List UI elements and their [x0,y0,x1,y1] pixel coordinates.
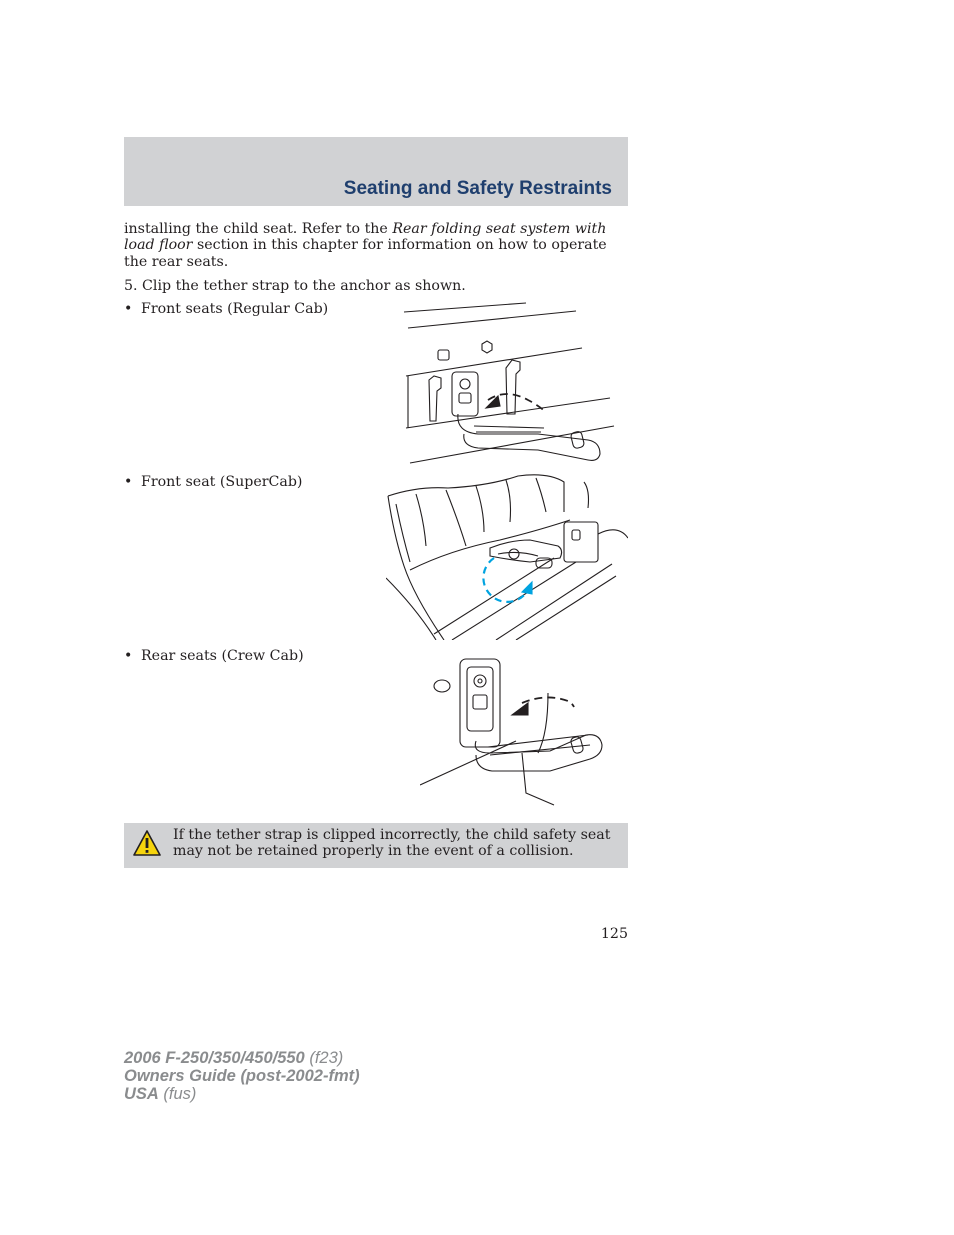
section-title: Seating and Safety Restraints [343,178,612,199]
crew-cab-tether-illustration [420,655,610,807]
footer-line-market [124,1085,360,1103]
intro-paragraph [124,221,628,270]
bullet-label: Front seats (Regular Cab) [141,301,329,317]
regular-cab-tether-illustration [396,298,616,468]
intro-text-end: section in this chapter for information on how to operate the rear seats. [124,237,607,270]
footer-market: USA [124,1085,159,1103]
intro-text-start: installing the child seat. Refer to the [124,221,393,237]
footer-market-code: (fus) [158,1085,197,1103]
supercab-tether-illustration [386,474,628,640]
footer-line-guide [124,1067,360,1085]
footer-model: 2006 F-250/350/450/550 [124,1049,305,1067]
footer-guide: Owners Guide (post-2002-fmt) [124,1067,360,1085]
header-band [124,137,628,206]
bullet-rear-seats-crew-cab [124,648,304,664]
step-5-text: 5. Clip the tether strap to the anchor as shown. [124,278,466,294]
bullet-symbol: • [124,474,133,490]
bullet-symbol: • [124,301,133,317]
document-footer [124,1049,360,1103]
bullet-symbol: • [124,648,133,664]
warning-triangle-icon [133,829,161,857]
bullet-label: Rear seats (Crew Cab) [141,648,304,664]
warning-box [124,823,628,868]
section-reference: Rear folding seat system with load floor [124,221,607,254]
page-number: 125 [600,926,628,942]
footer-line-model [124,1049,360,1067]
footer-model-code: (f23) [304,1049,344,1067]
bullet-label: Front seat (SuperCab) [141,474,303,490]
warning-text: If the tether strap is clipped incorrectly, the child safety seat may not be retained properly in the event of a collision. [173,827,611,860]
bullet-front-seats-regular-cab [124,301,328,317]
bullet-front-seat-supercab [124,474,302,490]
